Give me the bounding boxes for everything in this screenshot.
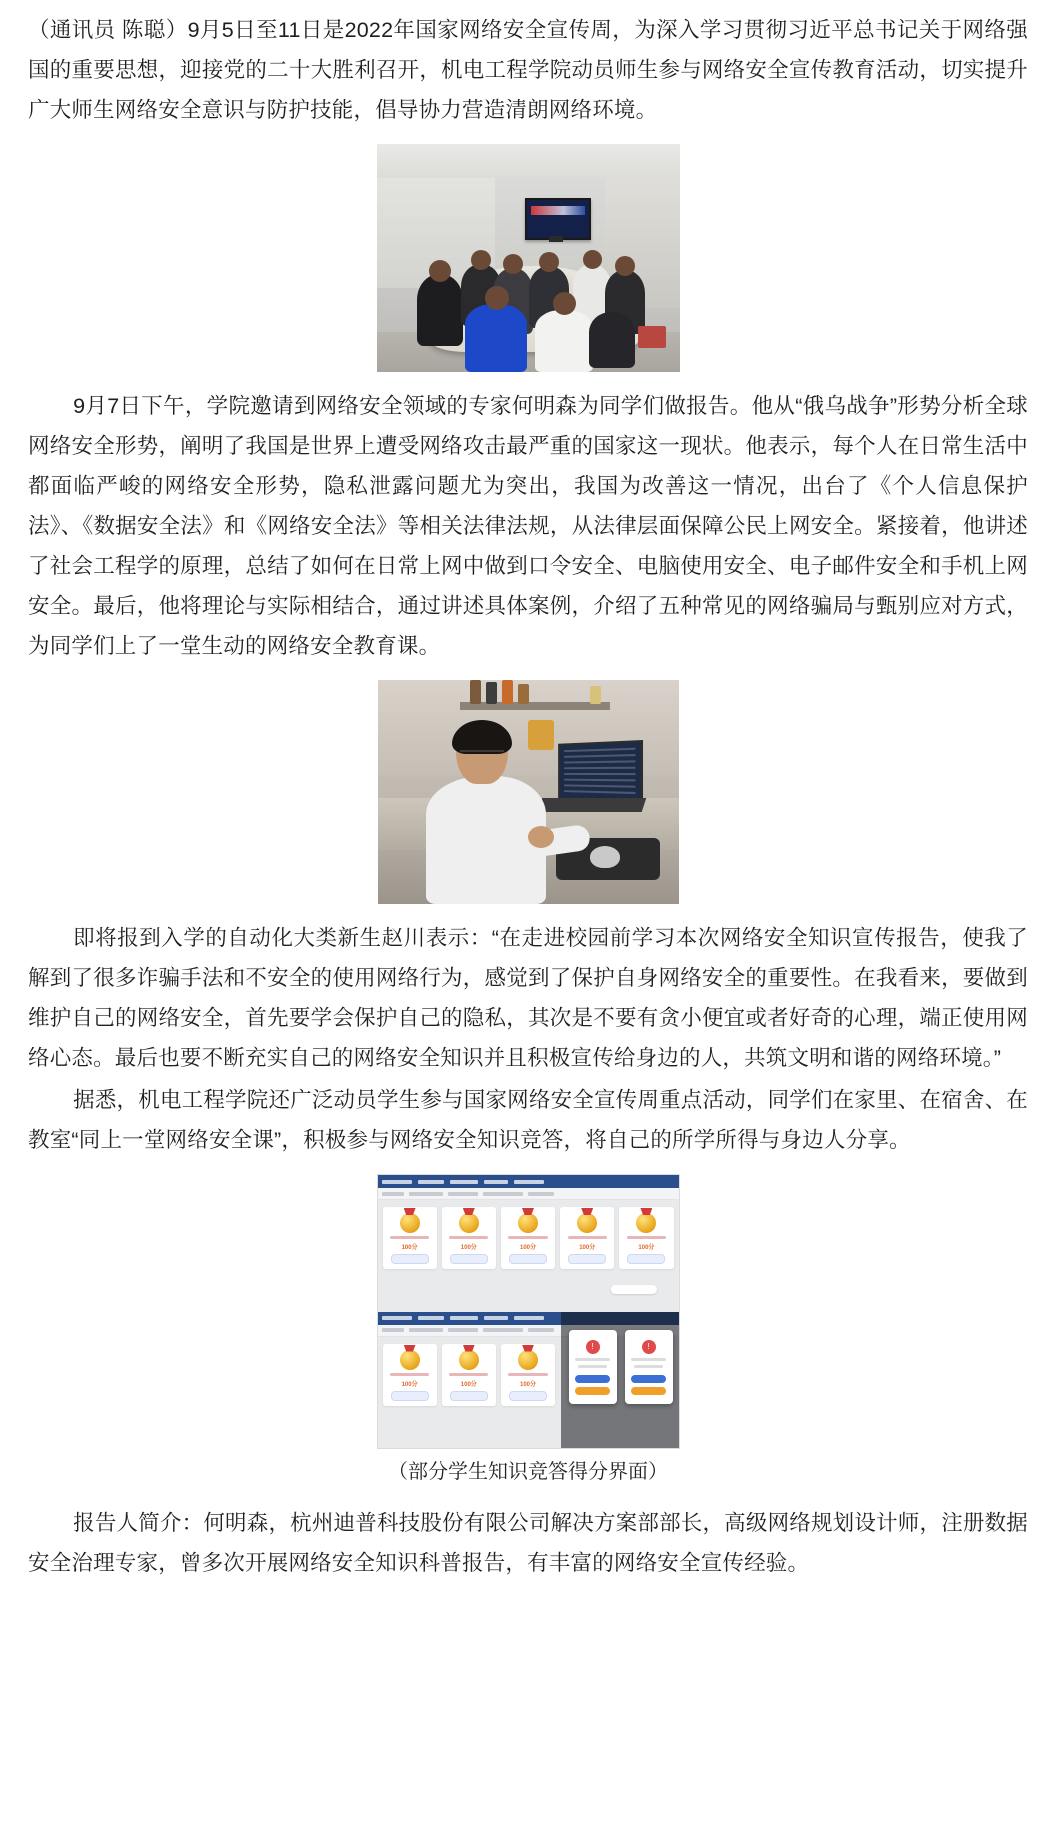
card-action-button[interactable] [450,1254,488,1264]
dialog-secondary-button[interactable] [575,1387,610,1395]
score-card [501,1344,555,1406]
score-value: 100分 [638,1245,655,1251]
medal-icon [518,1213,538,1233]
floating-pill [611,1285,657,1294]
score-card-row [378,1200,679,1276]
score-value: 100分 [460,1381,477,1388]
card-action-button[interactable] [627,1254,665,1264]
score-card [442,1207,496,1269]
medal-icon [400,1350,420,1370]
quiz-screenshot-top [378,1175,679,1312]
medal-icon [636,1213,656,1233]
medal-icon [400,1213,420,1233]
dialog-primary-button[interactable] [575,1375,610,1383]
meeting-photo-image [377,144,680,372]
medal-icon [459,1350,479,1370]
score-card [383,1344,437,1406]
score-value: 100分 [520,1381,537,1388]
mouse-icon [590,846,620,868]
medal-icon [577,1213,597,1233]
speaker-photo-image [378,680,679,904]
score-value: 100分 [401,1245,418,1251]
dialog-primary-button[interactable] [631,1375,666,1383]
app-header-bar [378,1175,679,1188]
quiz-screenshot-bottom [378,1312,679,1449]
figure-quiz-screenshots [28,1174,1028,1489]
paragraph-1: （通讯员 陈聪）9月5日至11日是2022年国家网络安全宣传周，为深入学习贯彻习近平总书记关于网络强国的重要思想，迎接党的二十大胜利召开，机电工程学院动员师生参与网络安全宣传教育活动，切实提升广大师生网络安全意识与防护技能，倡导协力营造清朗网络环境。 [28,18,1028,122]
score-value: 100分 [401,1381,418,1388]
alert-dialog [625,1330,673,1404]
score-value: 100分 [579,1245,596,1251]
paragraph-5: 报告人简介：何明森，杭州迪普科技股份有限公司解决方案部部长，高级网络规划设计师，注册数据安全治理专家，曾多次开展网络安全知识科普报告，有丰富的网络安全宣传经验。 [28,1511,1028,1575]
alert-icon: ! [586,1340,600,1354]
alert-dialog [569,1330,617,1404]
score-card [442,1344,496,1406]
laptop-screen-icon [558,740,643,806]
score-card [383,1207,437,1269]
card-action-button[interactable] [391,1254,429,1264]
figure-caption: （部分学生知识竞答得分界面） [388,1461,668,1483]
card-action-button[interactable] [391,1391,429,1401]
alert-icon: ! [642,1340,656,1354]
score-value: 100分 [520,1245,537,1251]
score-card [560,1207,614,1269]
figure-meeting-photo [28,144,1028,372]
wall-monitor-icon [525,198,591,240]
quiz-screenshots-image [377,1174,680,1449]
paragraph-3: 即将报到入学的自动化大类新生赵川表示：“在走进校园前学习本次网络安全知识宣传报告，使我了解到了很多诈骗手法和不安全的使用网络行为，感觉到了保护自身网络安全的重要性。在我看来，要做到维护自己的网络安全，首先要学会保护自己的隐私，其次是不要有贪小便宜或者好奇的心理，端正使用网络心态。最后也要不断充实自己的网络安全知识并且积极宣传给身边的人，共筑文明和谐的网络环境。” [28,926,1028,1070]
paragraph-2: 9月7日下午，学院邀请到网络安全领域的专家何明森为同学们做报告。他从“俄乌战争”形势分析全球网络安全形势，阐明了我国是世界上遭受网络攻击最严重的国家这一现状。他表示，每个人在日常生活中都面临严峻的网络安全形势，隐私泄露问题尤为突出，我国为改善这一情况，出台了《个人信息保护法》、《数据安全法》和《网络安全法》等相关法律法规，从法律层面保障公民上网安全。紧接着，他讲述了社会工程学的原理，总结了如何在日常上网中做到口令安全、电脑使用安全、电子邮件安全和手机上网安全。最后，他将理论与实际相结合，通过讲述具体案例，介绍了五种常见的网络骗局与甄别应对方式，为同学们上了一堂生动的网络安全教育课。 [28,394,1028,658]
app-subnav-bar [378,1188,679,1200]
glasses-icon [460,750,504,761]
dialog-secondary-button[interactable] [631,1387,666,1395]
card-action-button[interactable] [509,1254,547,1264]
medal-icon [518,1350,538,1370]
card-action-button[interactable] [568,1254,606,1264]
score-card [619,1207,673,1269]
card-action-button[interactable] [450,1391,488,1401]
score-card [501,1207,555,1269]
score-value: 100分 [460,1245,477,1251]
figure-speaker-photo [28,680,1028,904]
medal-icon [459,1213,479,1233]
paragraph-4: 据悉，机电工程学院还广泛动员学生参与国家网络安全宣传周重点活动，同学们在家里、在宿舍、在教室“同上一堂网络安全课”，积极参与网络安全知识竞答，将自己的所学所得与身边人分享。 [28,1088,1028,1152]
card-action-button[interactable] [509,1391,547,1401]
